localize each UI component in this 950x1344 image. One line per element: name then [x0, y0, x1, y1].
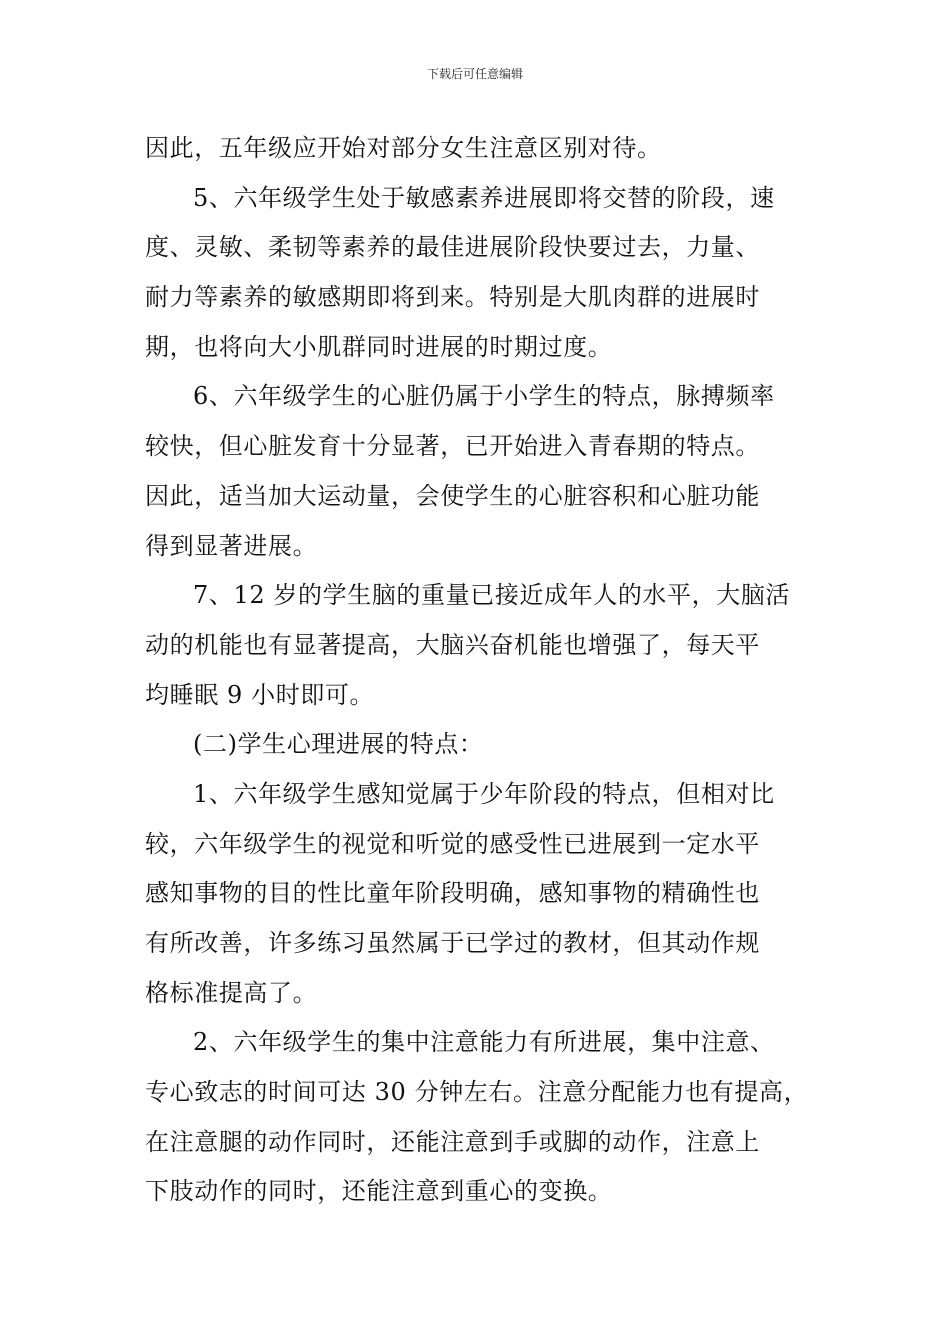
text-line: 1、六年级学生感知觉属于少年阶段的特点，但相对比 — [193, 779, 775, 808]
text-line: 因此，五年级应开始对部分女生注意区别对待。 — [145, 134, 662, 162]
text-line: 专心致志的时间可达 30 分钟左右。注意分配能力也有提高， — [145, 1078, 809, 1107]
text-line: 因此，适当加大运动量，会使学生的心脏容积和心脏功能 — [145, 481, 760, 510]
text-line: 有所改善，许多练习虽然属于已学过的教材，但其动作规 — [145, 929, 760, 957]
text-line: 2、六年级学生的集中注意能力有所进展，集中注意、 — [193, 1028, 775, 1057]
text-line: 均睡眠 9 小时即可。 — [145, 680, 375, 709]
document-body — [145, 128, 813, 1221]
page-header: 下载后可任意编辑 — [426, 67, 523, 81]
text-line: 下肢动作的同时，还能注意到重心的变换。 — [145, 1177, 613, 1206]
text-line: 感知事物的目的性比童年阶段明确，感知事物的精确性也 — [145, 879, 760, 908]
text-line: 较快，但心脏发育十分显著，已开始进入青春期的特点。 — [145, 432, 760, 461]
text-line: 耐力等素养的敏感期即将到来。特别是大肌肉群的进展时 — [145, 283, 760, 312]
text-line: 在注意腿的动作同时，还能注意到手或脚的动作，注意上 — [145, 1127, 760, 1156]
text-line: 期，也将向大小肌群同时进展的时期过度。 — [145, 332, 613, 361]
text-line: 6、六年级学生的心脏仍属于小学生的特点，脉搏频率 — [193, 382, 775, 411]
text-line: 度、灵敏、柔韧等素养的最佳进展阶段快要过去，力量、 — [145, 233, 760, 262]
text-line: 5、六年级学生处于敏感素养进展即将交替的阶段，速 — [193, 183, 775, 212]
text-line: 得到显著进展。 — [145, 531, 318, 560]
text-line: 7、12 岁的学生脑的重量已接近成年人的水平，大脑活 — [193, 581, 791, 610]
text-line: 较，六年级学生的视觉和听觉的感受性已进展到一定水平 — [145, 829, 760, 858]
text-line: 动的机能也有显著提高，大脑兴奋机能也增强了，每天平 — [145, 630, 760, 659]
text-line: 格标准提高了。 — [145, 978, 318, 1007]
section-heading: (二)学生心理进展的特点： — [193, 730, 484, 759]
